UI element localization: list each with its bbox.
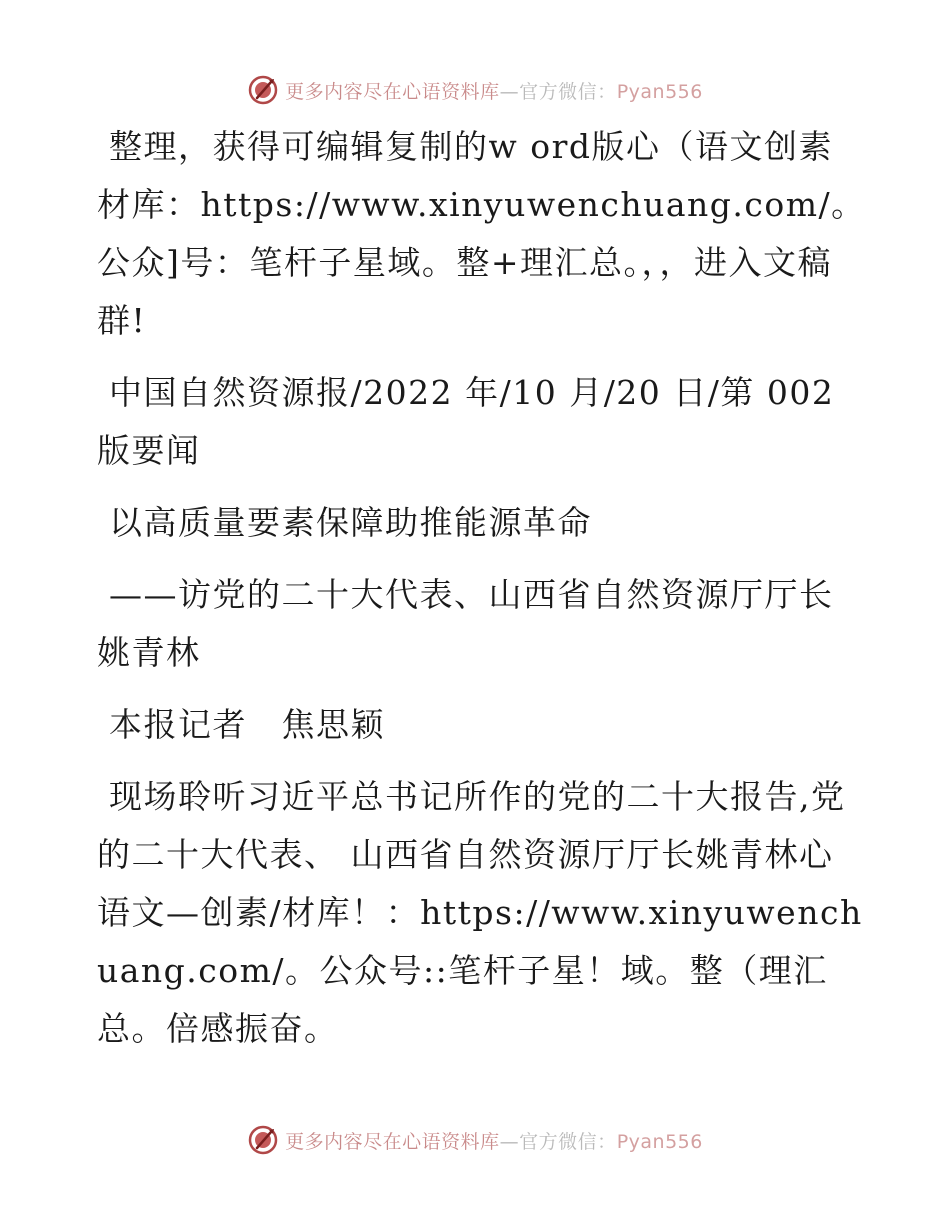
paragraph-body: 现场聆听习近平总书记所作的党的二十大报告,党的二十大代表、 山西省自然资源厅厅长姚青林心语文—创素/材库！：https://www.xinyuwenchuang.com/。公众号::笔杆子星！域。整（理汇总。倍感振奋。 [97, 777, 863, 1048]
paragraph-intro-note: 整理，获得可编辑复制的w ord版心（语文创素材库：https://www.xinyuwenchuang.com/。公众]号：笔杆子星域。整+理汇总。，，进入文稿群! [97, 127, 866, 340]
document-body [97, 118, 867, 1072]
banner-inner [247, 1124, 703, 1156]
banner-official-label: 官方微信： [519, 1130, 617, 1153]
banner-inner [247, 74, 703, 106]
banner-dash: — [499, 80, 520, 103]
article-title: 以高质量要素保障助推能源革命 [109, 503, 592, 542]
pen-logo-icon [247, 74, 279, 106]
paragraph-source-line: 中国自然资源报/2022 年/10 月/20 日/第 002 版要闻 [97, 373, 835, 470]
banner-dash: — [499, 1130, 520, 1153]
banner-main-text: 更多内容尽在心语资料库 [285, 80, 500, 103]
header-watermark-banner [0, 70, 950, 110]
banner-wechat-handle: Pyan556 [616, 1130, 703, 1153]
banner-main-text: 更多内容尽在心语资料库 [285, 1130, 500, 1153]
article-byline: 本报记者 焦思颖 [109, 705, 385, 744]
article-subtitle: ——访党的二十大代表、山西省自然资源厅厅长姚青林 [97, 575, 834, 672]
footer-watermark-banner [0, 1120, 950, 1160]
banner-text [285, 77, 703, 104]
pen-logo-icon [247, 1124, 279, 1156]
banner-text [285, 1127, 703, 1154]
banner-official-label: 官方微信： [519, 80, 617, 103]
banner-wechat-handle: Pyan556 [616, 80, 703, 103]
